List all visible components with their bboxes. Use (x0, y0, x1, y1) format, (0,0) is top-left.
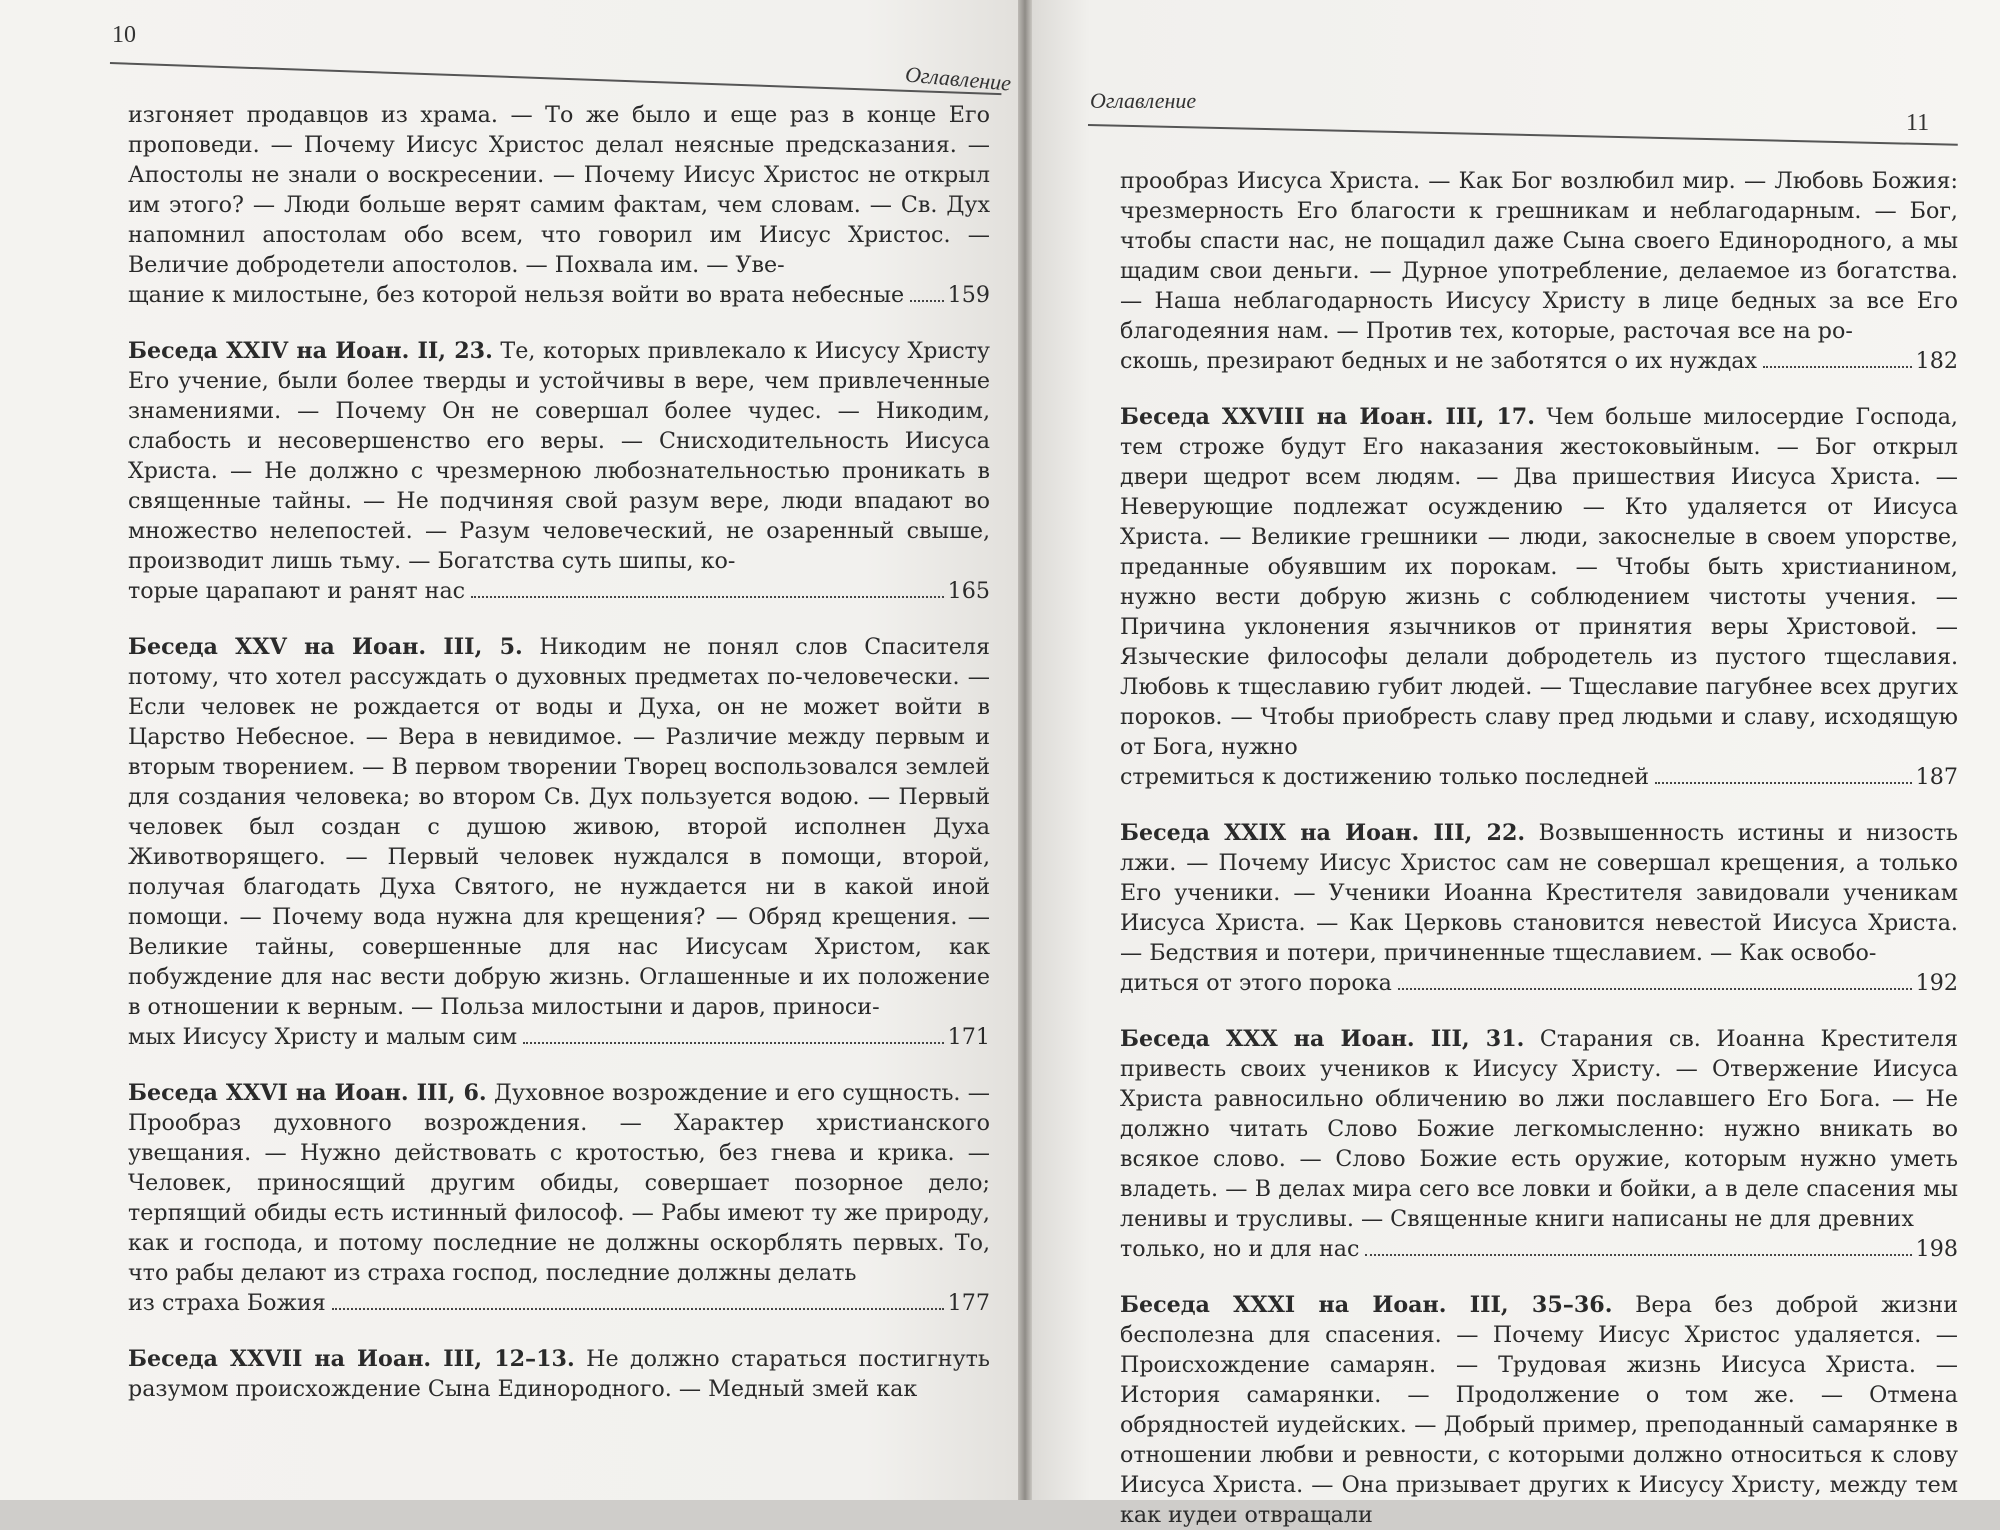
page-number: 11 (1906, 110, 1930, 136)
running-head: Оглавление (1090, 88, 1197, 113)
page-number: 10 (112, 22, 136, 48)
dot-leader (523, 1042, 944, 1044)
dot-leader (1365, 1254, 1911, 1256)
entry-last-line (128, 576, 990, 606)
entry-page-number: 177 (947, 1290, 990, 1316)
entry-title: Беседа XXIV на Иоан. II, 23. (128, 338, 493, 364)
entry-text-end: из страха Божия (128, 1290, 326, 1316)
entry-last-line (1120, 762, 1958, 792)
right-page (1032, 0, 2000, 1528)
dot-leader (1655, 782, 1912, 784)
toc-entry (1120, 166, 1958, 376)
entry-text: Духовное возрождение и его сущность. — Прообраз духовного возрождения. — Характер христианского увещания. — Нужно действовать с кротостью, без гнева и крика. — Человек, приносящий другим обиды, совершает позорное дело; терпящий обиды есть истинный философ. — Рабы имеют ту же природу, как и господа, и потому последние не должны оскорблять первых. То, что рабы делают из страха господ, последние должны делать (128, 1080, 990, 1286)
entry-text: изгоняет продавцов из храма. — То же было и еще раз в конце Его проповеди. — Почему Иисус Христос делал неясные предсказания. — Апостолы не знали о воскресении. — Почему Иисус Христос не открыл им этого? — Люди больше верят самим фактам, чем словам. — Св. Дух напомнил апостолам обо всем, что говорил им Иисус Христос. — Величие добродетели апостолов. — Похвала им. — Уве- (128, 102, 990, 278)
entry-title: Беседа XXVIII на Иоан. III, 17. (1120, 404, 1535, 430)
entry-text-end: щание к милостыне, без которой нельзя войти во врата небесные (128, 282, 905, 308)
book-gutter (1018, 0, 1032, 1500)
toc-entry (1120, 402, 1958, 792)
toc-entry (1120, 1024, 1958, 1264)
entry-page-number: 187 (1915, 764, 1958, 790)
dot-leader (1398, 988, 1912, 990)
header-rule (1088, 124, 1958, 146)
dot-leader (910, 300, 944, 302)
entry-title: Беседа XXVII на Иоан. III, 12–13. (128, 1346, 575, 1372)
toc-entry (128, 632, 990, 1052)
toc-entry (128, 100, 990, 310)
entry-text-end: диться от этого порока (1120, 970, 1392, 996)
entry-last-line (1120, 968, 1958, 998)
header-rule (110, 62, 1002, 95)
entry-text-end: скошь, презирают бедных и не заботятся о их нуждах (1120, 348, 1758, 374)
entry-page-number: 198 (1915, 1236, 1958, 1262)
running-head: Оглавление (904, 61, 1013, 96)
entry-title: Беседа XXVI на Иоан. III, 6. (128, 1080, 487, 1106)
entry-page-number: 192 (1915, 970, 1958, 996)
entry-last-line (128, 280, 990, 310)
entry-text: Чем больше милосердие Господа, тем строже будут Его наказания жестоковыйным. — Бог открыл двери щедрот всем людям. — Два пришествия Иисуса Христа. — Неверующие подлежат осуждению — Кто удаляется от Иисуса Христа. — Великие грешники — люди, закоснелые в своем упорстве, преданные обуявшим их порокам. — Чтобы быть христианином, нужно вести добрую жизнь с соблюдением чистоты учения. — Причина уклонения язычников от принятия веры Христовой. — Языческие философы делали добродетель из пустого тщеславия. Любовь к тщеславию губит людей. — Тщеславие пагубнее всех других пороков. — Чтобы приобресть славу пред людьми и славу, исходящую от Бога, нужно (1120, 404, 1958, 760)
toc-entry (128, 1078, 990, 1318)
entry-text: прообраз Иисуса Христа. — Как Бог возлюбил мир. — Любовь Божия: чрезмерность Его благости к грешникам и неблагодарным. — Бог, чтобы спасти нас, не пощадил даже Сына своего Единородного, а мы щадим свои деньги. — Дурное употребление, делаемое из богатства. — Наша неблагодарность Иисусу Христу в лице бедных за все Его благодеяния нам. — Против тех, которые, расточая все на ро- (1120, 168, 1958, 344)
left-page (0, 0, 1018, 1500)
entry-last-line (128, 1022, 990, 1052)
toc-column (128, 100, 990, 1404)
toc-entry (1120, 1290, 1958, 1530)
entry-text-end: стремиться к достижению только последней (1120, 764, 1650, 790)
entry-title: Беседа XXV на Иоан. III, 5. (128, 634, 523, 660)
entry-text: Те, которых привлекало к Иисусу Христу Его учение, были более тверды и устойчивы в вере, чем привлеченные знамениями. — Почему Он не совершал более чудес. — Никодим, слабость и несовершенство его веры. — Снисходительность Иисуса Христа. — Не должно с чрезмерною любознательностью проникать в священные тайны. — Не подчиняя свой разум вере, люди впадают во множество нелепостей. — Разум человеческий, не озаренный свыше, производит лишь тьму. — Богатства суть шипы, ко- (128, 338, 990, 574)
entry-text-end: торые царапают и ранят нас (128, 578, 466, 604)
dot-leader (1763, 366, 1912, 368)
entry-page-number: 159 (947, 282, 990, 308)
entry-text: Старания св. Иоанна Крестителя привесть своих учеников к Иисусу Христу. — Отвержение Иисуса Христа равносильно обличению во лжи пославшего Его Бога. — Не должно читать Слово Божие легкомысленно: нужно вникать во всякое слово. — Слово Божие есть оружие, которым нужно уметь владеть. — В делах мира сего все ловки и бойки, а в деле спасения мы ленивы и трусливы. — Священные книги написаны не для древних (1120, 1026, 1958, 1232)
entry-text: Не должно стараться постигнуть разумом происхождение Сына Единородного. — Медный змей как (128, 1346, 990, 1402)
entry-page-number: 165 (947, 578, 990, 604)
entry-text: Никодим не понял слов Спасителя потому, что хотел рассуждать о духовных предметах по-человечески. — Если человек не рождается от воды и Духа, он не может войти в Царство Небесное. — Вера в невидимое. — Различие между первым и вторым творением. — В первом творении Творец воспользовался землей для создания человека; во втором Св. Дух пользуется водою. — Первый человек был создан с душою живою, второй исполнен Духа Животворящего. — Первый человек нуждался в помощи, второй, получая благодать Духа Святого, не нуждается ни в какой иной помощи. — Почему вода нужна для крещения? — Обряд крещения. — Великие тайны, совершенные для нас Иисусам Христом, как побуждение для нас вести добрую жизнь. Оглашенные и их положение в отношении к верным. — Польза милостыни и даров, приноси- (128, 634, 990, 1020)
toc-entry (128, 336, 990, 606)
entry-title: Беседа XXXI на Иоан. III, 35–36. (1120, 1292, 1613, 1318)
entry-text-end: мых Иисусу Христу и малым сим (128, 1024, 518, 1050)
entry-text: Возвышенность истины и низость лжи. — Почему Иисус Христос сам не совершал крещения, а только Его ученики. — Ученики Иоанна Крестителя завидовали ученикам Иисуса Христа. — Как Церковь становится невестой Иисуса Христа. — Бедствия и потери, причиненные тщеславием. — Как освобо- (1120, 820, 1958, 966)
entry-last-line (1120, 346, 1958, 376)
entry-page-number: 171 (947, 1024, 990, 1050)
entry-text-end: только, но и для нас (1120, 1236, 1360, 1262)
entry-last-line (128, 1288, 990, 1318)
entry-title: Беседа XXX на Иоан. III, 31. (1120, 1026, 1525, 1052)
entry-title: Беседа XXIX на Иоан. III, 22. (1120, 820, 1526, 846)
dot-leader (332, 1308, 944, 1310)
entry-page-number: 182 (1915, 348, 1958, 374)
entry-text: Вера без доброй жизни бесполезна для спасения. — Почему Иисус Христос удаляется. — Происхождение самарян. — Трудовая жизнь Иисуса Христа. — История самарянки. — Продолжение о том же. — Отмена обрядностей иудейских. — Добрый пример, преподанный самарянке в отношении любви и ревности, с которыми должно относиться к слову Иисуса Христа. — Она призывает других к Иисусу Христу, между тем как иудеи отвращали (1120, 1292, 1958, 1528)
dot-leader (471, 596, 944, 598)
toc-column (1120, 166, 1958, 1530)
toc-entry (128, 1344, 990, 1404)
entry-last-line (1120, 1234, 1958, 1264)
toc-entry (1120, 818, 1958, 998)
